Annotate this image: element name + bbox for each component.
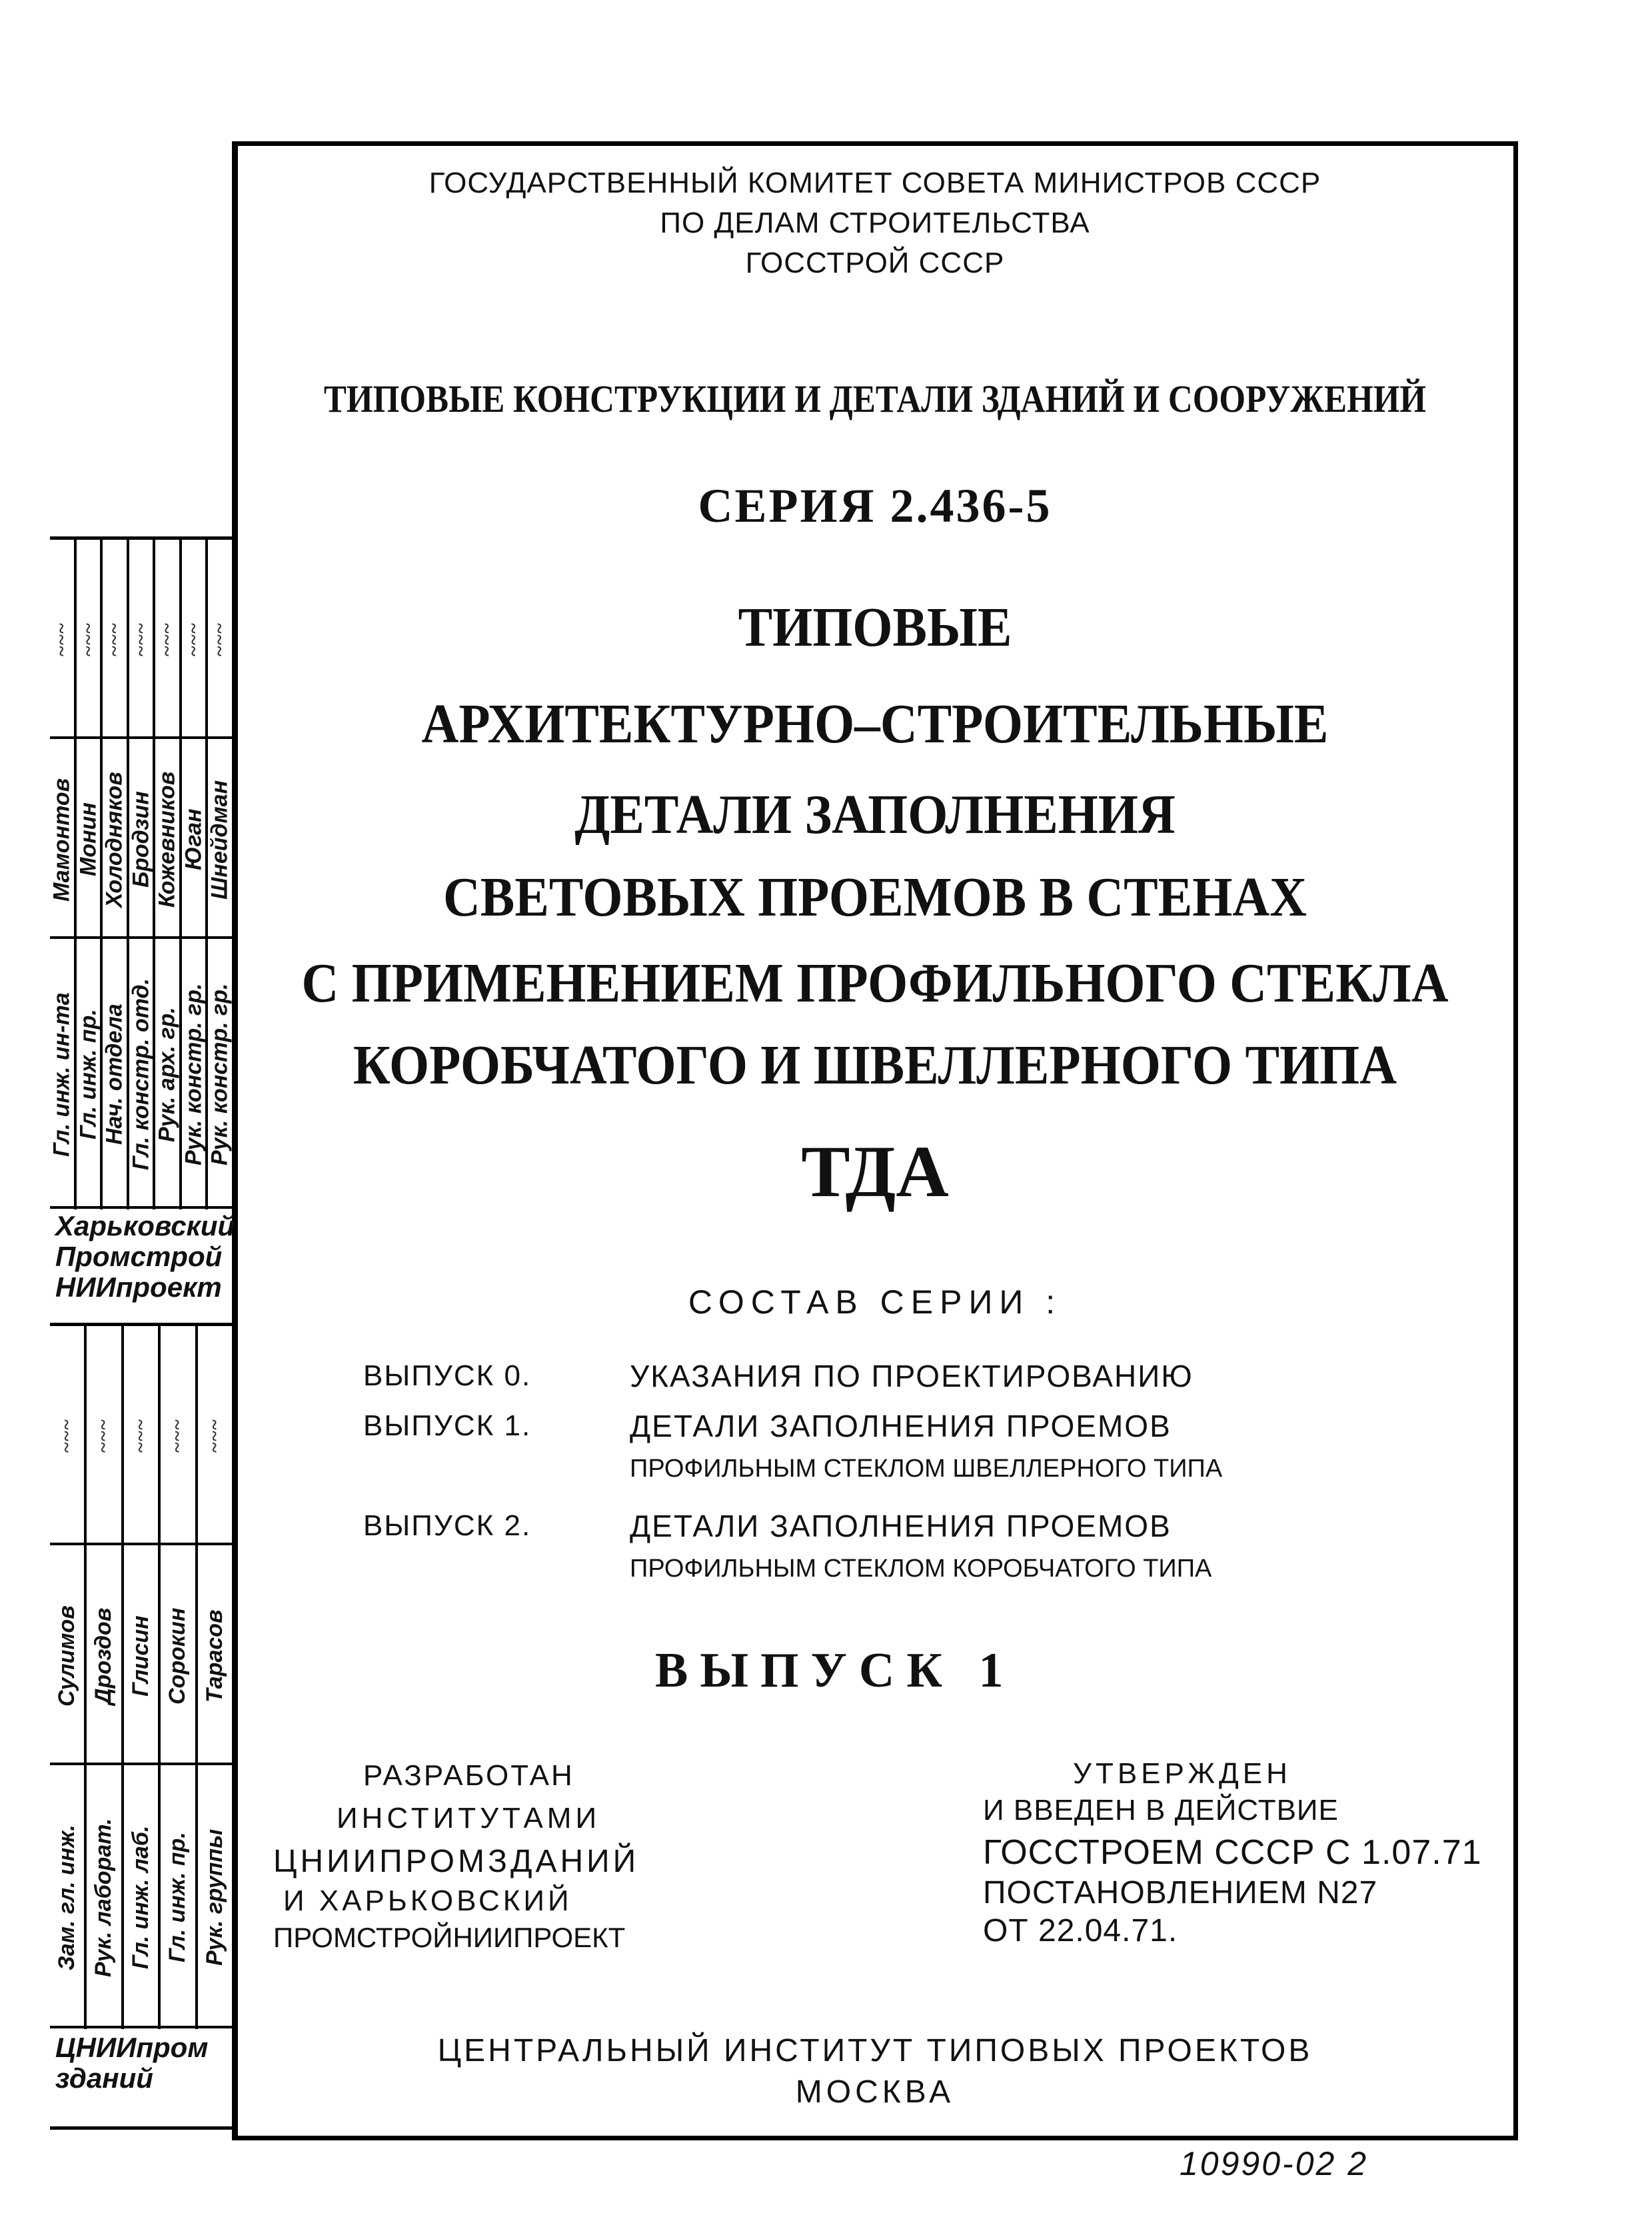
category-heading: ТИПОВЫЕ КОНСТРУКЦИИ И ДЕТАЛИ ЗДАНИЙ И СООРУЖЕНИЙ — [323, 377, 1427, 420]
stamp-column — [50, 540, 74, 1209]
stamp-name: Шнейдман — [207, 780, 233, 900]
developed-line-4: И ХАРЬКОВСКИЙ — [283, 1884, 572, 1917]
stamp-top-organization: Харьковский Промстрой НИИпроект — [55, 1210, 235, 1303]
title-line-5: С ПРИМЕНЕНИЕМ ПРОФИЛЬНОГО СТЕКЛА — [301, 952, 1449, 1014]
stamp-name: Юган — [181, 808, 207, 871]
stamp-column — [158, 1326, 195, 2029]
stamp-bottom-table — [50, 1323, 232, 2029]
composition-heading: СОСТАВ СЕРИИ : — [688, 1283, 1062, 1321]
signature: ~~~ — [50, 622, 73, 657]
developed-line-5: ПРОМСТРОЙНИИПРОЕКТ — [273, 1922, 626, 1953]
stamp-name: Сорокин — [165, 1607, 191, 1705]
issue-2-subtitle: ПРОФИЛЬНЫМ СТЕКЛОМ КОРОБЧАТОГО ТИПА — [630, 1555, 1212, 1583]
series-number: СЕРИЯ 2.436-5 — [698, 479, 1052, 532]
stamp-column — [179, 540, 206, 1209]
stamp-role: Рук. лаборат. — [91, 1818, 117, 1977]
divider — [50, 1206, 232, 1209]
stamp-name: Кожевников — [154, 771, 180, 908]
divider — [50, 936, 232, 939]
issue-1-subtitle: ПРОФИЛЬНЫМ СТЕКЛОМ ШВЕЛЛЕРНОГО ТИПА — [630, 1455, 1223, 1483]
approved-line-3: ГОССТРОЕМ СССР С 1.07.71 — [983, 1833, 1482, 1872]
stamp-role: Нач. отдела — [101, 1004, 127, 1145]
stamp-top-table — [50, 536, 232, 1209]
document-number: 10990-02 2 — [1180, 2145, 1369, 2182]
stamp-role: Гл. констр. отд. — [128, 978, 154, 1171]
divider — [50, 1763, 232, 1765]
signature: ~~~ — [156, 622, 179, 657]
divider — [50, 736, 232, 739]
issue-0-label: ВЫПУСК 0. — [363, 1359, 532, 1392]
stamp-role: Рук. констр. гр. — [207, 983, 233, 1166]
issue-1-label: ВЫПУСК 1. — [363, 1409, 532, 1442]
divider — [50, 1543, 232, 1545]
current-issue: ВЫПУСК 1 — [655, 1643, 1016, 1698]
signature: ~~~ — [209, 622, 231, 657]
title-line-3: ДЕТАЛИ ЗАПОЛНЕНИЯ — [574, 784, 1176, 846]
stamp-bottom-organization: ЦНИИпром зданий — [55, 2032, 209, 2094]
stamp-role: Гл. инж. ин-та — [49, 992, 75, 1157]
publisher-city: МОСКВА — [795, 2074, 955, 2110]
divider — [50, 2026, 232, 2028]
title-line-6: КОРОБЧАТОГО И ШВЕЛЛЕРНОГО ТИПА — [353, 1034, 1397, 1096]
signature: ~~~ — [93, 1419, 115, 1453]
stamp-role: Рук. арх. гр. — [154, 1007, 180, 1142]
stamp-column — [50, 1326, 84, 2029]
stamp-column — [100, 540, 127, 1209]
stamp-column — [74, 540, 101, 1209]
stamp-role: Зам. гл. инж. — [54, 1825, 80, 1970]
signature: ~~~ — [55, 1419, 78, 1453]
developed-line-2: ИНСТИТУТАМИ — [337, 1802, 601, 1835]
header-line-1: ГОСУДАРСТВЕННЫЙ КОМИТЕТ СОВЕТА МИНИСТРОВ СССР — [428, 167, 1321, 199]
signature: ~~~ — [129, 1419, 152, 1453]
approved-line-5: ОТ 22.04.71. — [983, 1913, 1178, 1948]
signature: ~~~ — [103, 622, 125, 657]
approved-line-1: УТВЕРЖДЕН — [1073, 1757, 1291, 1790]
stamp-column — [84, 1326, 121, 2029]
signature: ~~~ — [182, 622, 205, 657]
header-line-3: ГОССТРОЙ СССР — [745, 247, 1005, 279]
stamp-name: Дроздов — [91, 1607, 117, 1705]
stamp-role: Рук. группы — [201, 1829, 227, 1966]
issue-2-title: ДЕТАЛИ ЗАПОЛНЕНИЯ ПРОЕМОВ — [630, 1509, 1172, 1543]
divider — [50, 2126, 232, 2130]
stamp-name: Глисин — [128, 1615, 154, 1697]
stamp-name: Тарасов — [201, 1609, 227, 1703]
signature: ~~~ — [203, 1419, 226, 1453]
stamp-name: Бродзин — [128, 791, 154, 888]
stamp-role: Гл. инж. пр. — [75, 1009, 101, 1140]
approved-line-4: ПОСТАНОВЛЕНИЕМ N27 — [983, 1875, 1378, 1910]
signature: ~~~ — [129, 622, 152, 657]
approved-line-2: И ВВЕДЕН В ДЕЙСТВИЕ — [983, 1794, 1339, 1827]
signature: ~~~ — [77, 622, 99, 657]
stamp-role: Гл. инж. лаб. — [128, 1825, 154, 1970]
stamp-column — [127, 540, 153, 1209]
approval-stamp — [49, 536, 235, 2130]
developed-line-3: ЦНИИПРОМЗДАНИЙ — [273, 1844, 640, 1879]
signature: ~~~ — [166, 1419, 189, 1453]
issue-0-title: УКАЗАНИЯ ПО ПРОЕКТИРОВАНИЮ — [630, 1359, 1194, 1393]
stamp-role: Рук. констр. гр. — [181, 983, 207, 1166]
developed-line-1: РАЗРАБОТАН — [363, 1759, 574, 1792]
stamp-column — [205, 540, 232, 1209]
stamp-name: Холодняков — [101, 772, 127, 908]
stamp-name: Мамонтов — [49, 778, 75, 902]
series-code: ТДА — [801, 1131, 949, 1212]
stamp-name: Монин — [75, 802, 101, 877]
stamp-role: Гл. инж. пр. — [165, 1832, 191, 1963]
header-line-2: ПО ДЕЛАМ СТРОИТЕЛЬСТВА — [660, 207, 1090, 239]
issue-1-title: ДЕТАЛИ ЗАПОЛНЕНИЯ ПРОЕМОВ — [630, 1409, 1172, 1443]
stamp-name: Сулимов — [54, 1605, 80, 1707]
title-line-1: ТИПОВЫЕ — [738, 596, 1012, 658]
stamp-column — [153, 540, 179, 1209]
title-line-2: АРХИТЕКТУРНО–СТРОИТЕЛЬНЫЕ — [421, 693, 1329, 755]
publisher-name: ЦЕНТРАЛЬНЫЙ ИНСТИТУТ ТИПОВЫХ ПРОЕКТОВ — [437, 2033, 1313, 2068]
title-line-4: СВЕТОВЫХ ПРОЕМОВ В СТЕНАХ — [442, 866, 1307, 928]
stamp-column — [195, 1326, 232, 2029]
stamp-column — [121, 1326, 158, 2029]
issue-2-label: ВЫПУСК 2. — [363, 1509, 532, 1542]
